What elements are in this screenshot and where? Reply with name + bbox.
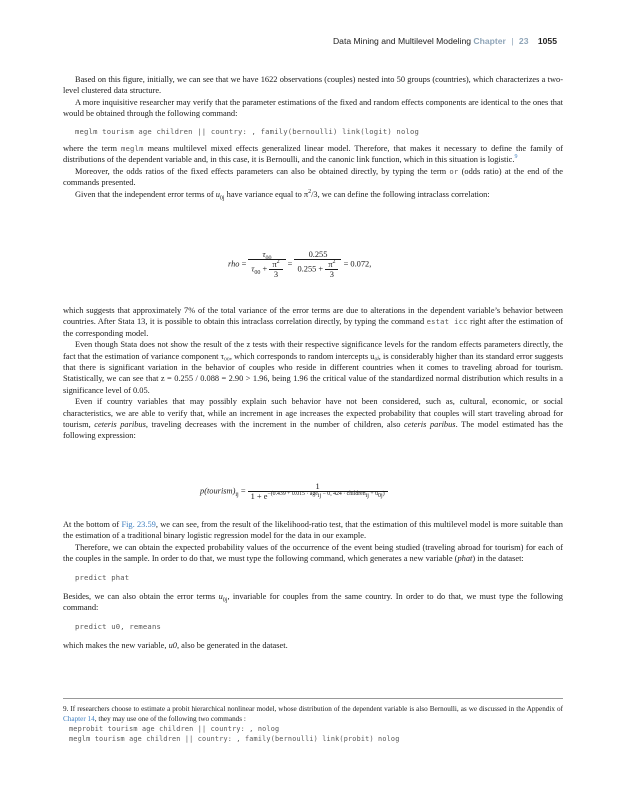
- code-block: predict phat: [75, 572, 130, 582]
- footnote-ref[interactable]: 9: [514, 154, 518, 161]
- footnote-code: meprobit tourism age children || country: , nolog: [69, 725, 280, 733]
- chapter-label: Chapter: [473, 36, 506, 46]
- paragraph: Based on this figure, initially, we can see that we have 1622 observations (couples) nested into 50 groups (countries), which characterizes a two-level clustered data structure.: [63, 75, 563, 96]
- paragraph: which makes the new variable, u0, also be generated in the dataset.: [63, 641, 288, 651]
- paragraph: Even if country variables that may possibly explain such behavior have not been considered, such as, cultural, economic, or social characteristics, we are able to verify that, while an increment in age increases the expected probability that couples will start traveling abroad for tourism, ceteris paribus, traveling decreases with the increment in the number of children, also ceteris paribus. The model estimated has the following expression:: [63, 397, 563, 441]
- footnote-text: 9. If researchers choose to estimate a probit hierarchical nonlinear model, whose distribution of the dependent variable is also Bernoulli, as we discussed in the Appendix of Chapter 14, they may use one of the following two commands :: [63, 705, 563, 723]
- code-block: predict u0, remeans: [75, 621, 162, 631]
- paragraph: Moreover, the odds ratios of the fixed effects parameters can also be obtained directly, by typing the term or (odds ratio) at the end of the commands presented.: [63, 166, 563, 188]
- body-block-2: [63, 305, 563, 442]
- book-title: Data Mining and Multilevel Modeling: [332, 36, 472, 46]
- chapter-number: 23: [518, 36, 529, 46]
- paragraph: A more inquisitive researcher may verify that the parameter estimations of the fixed and random effects components are identical to the ones that would be obtained through the following command:: [63, 97, 563, 119]
- probability-equation: $p(tourism)_{ij}$ = $\frac{1}{1 + e^{-(0.439 + 0.015 \cdot age_{ij} - 0, 424 \cdot children_{ij} + u_{0j})}}$: [200, 482, 388, 501]
- footnote: [63, 704, 563, 744]
- running-header: [333, 36, 557, 46]
- body-block-3: [63, 519, 563, 652]
- paragraph: At the bottom of Fig. 23.59, we can see, from the result of the likelihood-ratio test, that the estimation of this multilevel model is more suitable than the estimation of a traditional binary logistic regression model for the data in our example.: [63, 520, 563, 541]
- paragraph: Therefore, we can obtain the expected probability values of the occurrence of the event being studied (traveling abroad for tourism) for each of the couples in the sample. In order to do that, we must type the following command, which generates a new variable (phat) in the dataset:: [63, 542, 563, 564]
- page-number: 1055: [537, 36, 557, 46]
- body-block-1: [63, 74, 563, 200]
- paragraph: Even though Stata does not show the result of the z tests with their respective significance levels for the random effects parameters directly, the fact that the estimation of variance component τ₀₀, which corresponds to random intercepts u₀ⱼ, is considerably higher than its standard error suggests that there is significant variation in the behavior of couples who reside in different countries when it comes to traveling abroad for tourism. Statistically, we can see that z = 0.255 / 0.088 = 2.90 > 1.96, being 1.96 the critical value of the standardized normal distribution which results in a significance level of 0.05.: [63, 340, 563, 395]
- chapter-link[interactable]: Chapter 14: [63, 715, 95, 723]
- code-block: meglm tourism age children || country: , family(bernoulli) link(logit) nolog: [75, 126, 420, 136]
- intraclass-equation: rho = $\tau_{00}$ $\tau_{00}$ + $\frac{\pi^2}{3}$ = 0.255 0.255 + $\frac{\pi^2}{3}$ = 0.072,: [228, 250, 372, 279]
- paragraph: Besides, we can also obtain the error terms $u_{0j}$, invariable for couples from the same country. In order to do that, we must type the following command:: [63, 592, 563, 613]
- footnote-code: meglm tourism age children || country: , family(bernoulli) link(probit) nolog: [69, 735, 400, 743]
- header-separator: |: [511, 36, 514, 46]
- figure-link[interactable]: Fig. 23.59: [121, 520, 156, 529]
- paragraph: where the term meglm means multilevel mixed effects generalized linear model. Therefore, that makes it necessary to define the family of distributions of the dependent variable and, in this case, it is Bernoulli, and the canonic link function, which in this situation is logistic.$^9$: [63, 144, 563, 165]
- paragraph: Given that the independent error terms of $u_{0j}$ have variance equal to $\pi^2/3$, we can define the following intraclass correlation:: [75, 188, 490, 202]
- paragraph: which suggests that approximately 7% of the total variance of the error terms are due to alterations in the dependent variable’s behavior between countries. After Stata 13, it is possible to obtain this intraclass correlation directly, by typing the command estat icc right after the estimation of the corresponding model.: [63, 306, 563, 338]
- footnote-divider: [63, 698, 563, 699]
